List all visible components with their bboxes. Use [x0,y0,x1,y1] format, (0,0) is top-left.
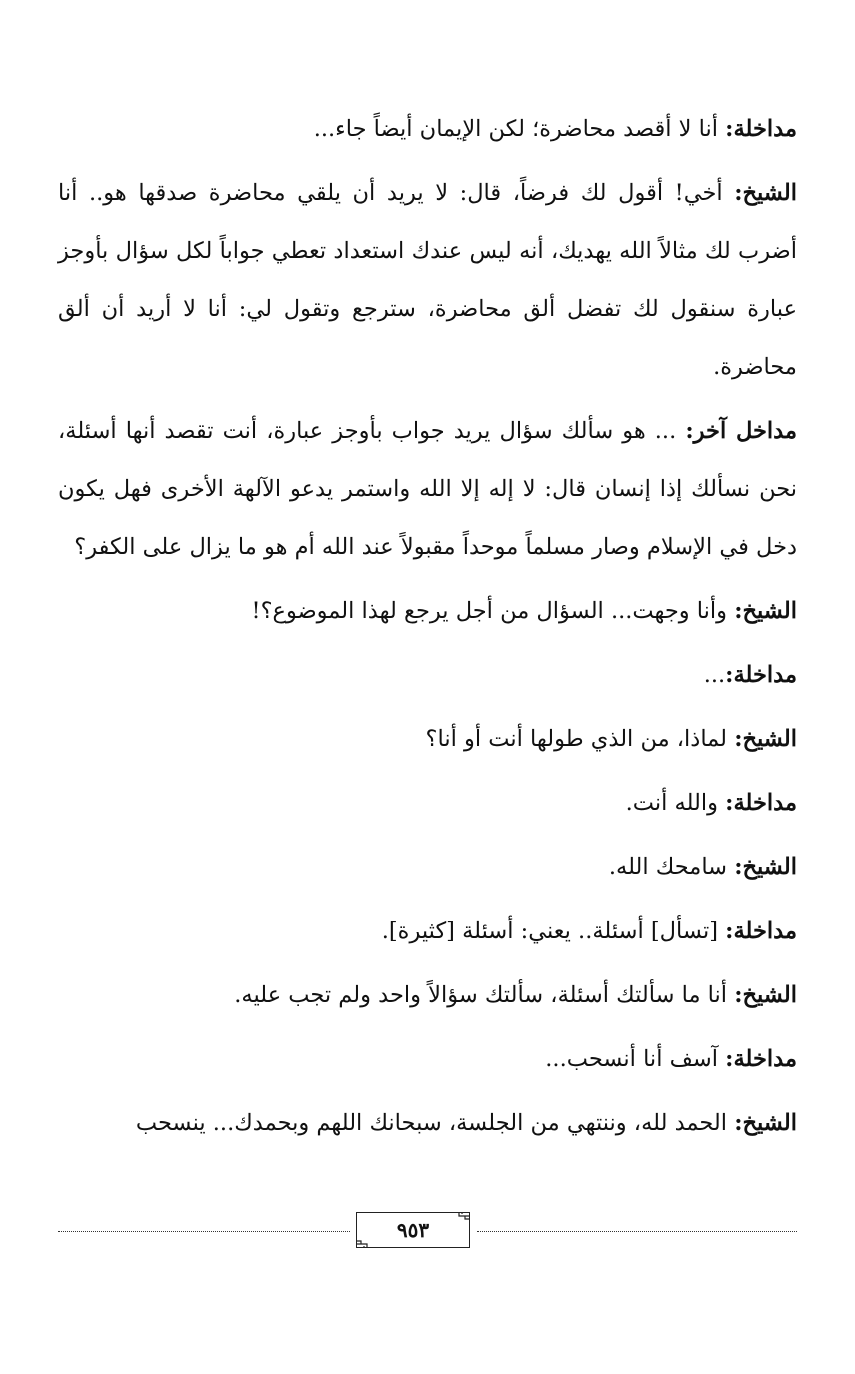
speaker-label: مداخلة: [725,662,797,688]
page-body [58,100,797,1152]
speaker-label: مداخلة: [725,116,797,142]
paragraph-5 [58,646,797,704]
paragraph-text: آسف أنا أنسحب... [545,1046,726,1072]
speaker-label: الشيخ: [734,180,797,206]
speaker-label: الشيخ: [734,598,797,624]
paragraph-text: لماذا، من الذي طولها أنت أو أنا؟ [425,726,735,752]
paragraph-text: أنا ما سألتك أسئلة، سألتك سؤالاً واحد ولم تجب عليه. [234,982,735,1008]
paragraph-6 [58,710,797,768]
paragraph-3 [58,402,797,576]
paragraph-text: [تسأل] أسئلة.. يعني: أسئلة [كثيرة]. [381,918,726,944]
footer-rule-right [477,1231,797,1232]
paragraph-10 [58,966,797,1024]
speaker-label: الشيخ: [734,982,797,1008]
paragraph-text: أخي! أقول لك فرضاً، قال: لا يريد أن يلقي محاضرة صدقها هو.. أنا أضرب لك مثالاً الله يهديك، أنه ليس عندك استعداد تعطي جواباً لكل سؤال بأوجز عبارة سنقول لك تفضل ألق محاضرة، سترجع وتقول لي: أنا لا أريد أن ألق محاضرة. [58,180,797,380]
speaker-label: الشيخ: [734,726,797,752]
paragraph-11 [58,1030,797,1088]
paragraph-text: سامحك الله. [608,854,735,880]
corner-ornament-icon [356,1238,370,1248]
footer-rule-left [58,1231,350,1232]
paragraph-text: والله أنت. [625,790,726,816]
paragraph-text: أنا لا أقصد محاضرة؛ لكن الإيمان أيضاً جاء... [313,116,726,142]
paragraph-9 [58,902,797,960]
paragraph-1 [58,100,797,158]
page-number-box [356,1212,470,1248]
paragraph-text: ... هو سألك سؤال يريد جواب بأوجز عبارة، أنت تقصد أنها أسئلة، نحن نسألك إذا إنسان قال: لا إله إلا الله واستمر يدعو الآلهة الأخرى فهل يكون دخل في الإسلام وصار مسلماً موحداً مقبولاً عند الله أم هو ما يزال على الكفر؟ [58,418,797,560]
paragraph-text: الحمد لله، وننتهي من الجلسة، سبحانك اللهم وبحمدك... ينسحب [135,1110,735,1136]
speaker-label: الشيخ: [734,854,797,880]
paragraph-text: ... [703,662,726,688]
paragraph-text: وأنا وجهت... السؤال من أجل يرجع لهذا الموضوع؟! [251,598,735,624]
speaker-label: الشيخ: [734,1110,797,1136]
speaker-label: مداخلة: [725,790,797,816]
paragraph-12 [58,1094,797,1152]
speaker-label: مداخلة: [725,918,797,944]
page-number: ٩٥٣ [396,1218,430,1242]
speaker-label: مداخل آخر: [685,418,798,444]
paragraph-7 [58,774,797,832]
paragraph-8 [58,838,797,896]
corner-ornament-icon [456,1212,470,1222]
page-footer [58,1212,797,1252]
paragraph-4 [58,582,797,640]
paragraph-2 [58,164,797,396]
speaker-label: مداخلة: [725,1046,797,1072]
